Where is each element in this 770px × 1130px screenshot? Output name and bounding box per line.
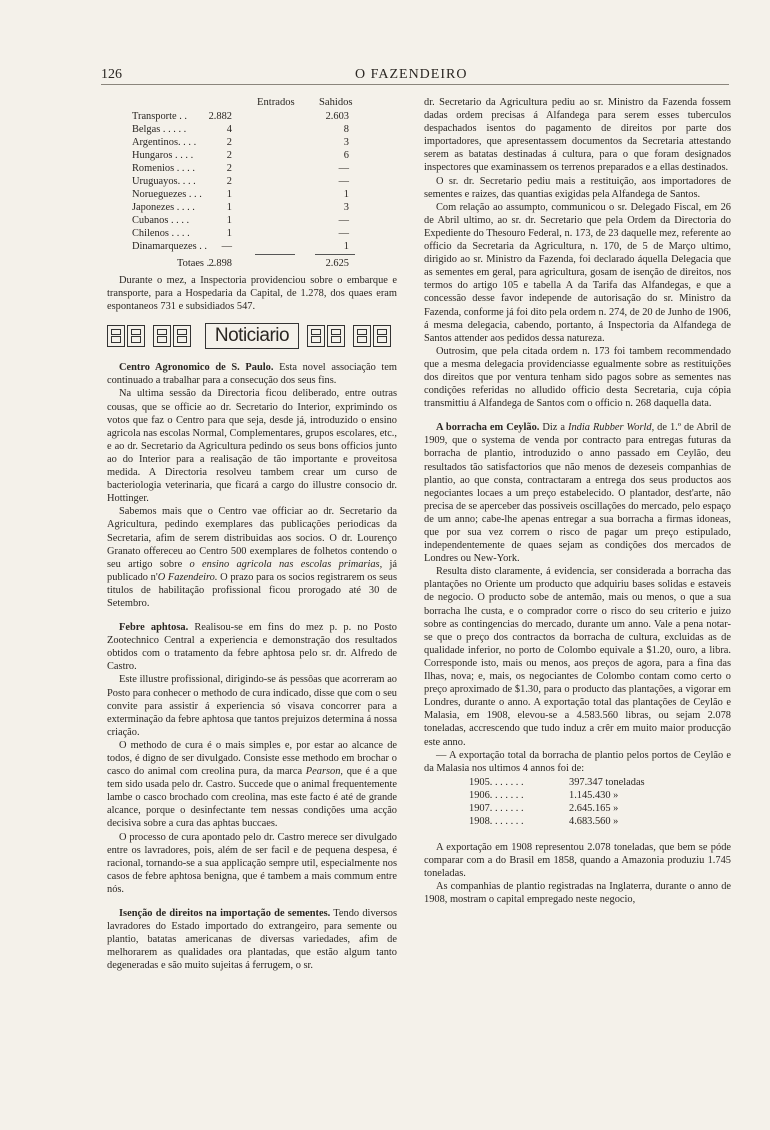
header-rule xyxy=(101,84,729,85)
article-centro: Centro Agronomico de S. Paulo. Esta novel associação tem continuado a trabalhar para a consecução dos seus fins. xyxy=(107,362,398,387)
paragraph: O methodo de cura é o mais simples e, por estar ao alcance de todos, é digno de ser divulgado. Consiste esse methodo em brochar o casco do animal com creolina pura, da marca Pearson, que é a que tem sido usada pelo dr. Castro. Succede que o animal frequentemente lambe o casco brochado com creolina, mas este facto é até de grande alcance, porque o desinfectante tem nessas condições uma acção decisiva sobre a cura das aphtas buccaes. xyxy=(107,739,397,830)
table-row: Transporte . . 2.882 2.603 xyxy=(132,111,349,122)
table-row: 1906. . . . . . . 1.145.430 » xyxy=(469,789,619,801)
col-header-entrados: Entrados xyxy=(257,97,295,108)
table-row: Chilenos . . . . 1 — xyxy=(132,228,349,239)
table-row: Cubanos . . . . 1 — xyxy=(132,215,349,226)
table-row: 1907. . . . . . . 2.645.165 » xyxy=(469,802,619,814)
ornament-icon xyxy=(127,325,145,347)
left-column xyxy=(107,96,397,973)
immigration-table xyxy=(107,96,397,274)
table-row: Belgas . . . . . 4 8 xyxy=(132,124,349,135)
ornament-icon xyxy=(373,325,391,347)
paragraph: Este illustre profissional, dirigindo-se ás pessôas que acorreram ao Posto para conhecer o methodo de cura indicado, disse que com o seu convite para assistir á experiencia só visava concorrer para a exterminação da febre aphtosa que tantos prejuizos determina á nossa criação. xyxy=(107,674,397,738)
paragraph: O processo de cura apontado pelo dr. Castro merece ser divulgado entre os lavradores, pois, além de ser facil e de pequena despesa, é racional, tornando-se a sua applicação sempre util, especialmente nos casos de febre aphtosa benigna, que é tambem a mais commum entre nós. xyxy=(107,831,397,895)
section-title: Noticiario xyxy=(205,323,299,349)
paragraph: Resulta disto claramente, á evidencia, ser considerada a borracha das plantações no Oriente um producto que adquiriu bases solidas e estaveis de negocio. O producto sobe de antemão, mais ou menos, o que a sua borracha lhe custa, e o comprador corre o risco do seu criterio e juizo sobre as contingencias do mercado, durante um anno. Vale a pena notar-se que o preço dos contractos da borracha de cultura, excluidas as de qualidade inferior, no porto de Colombo equivale a $1.20, ouro, a libra. Corresponde isto, mais ou menos, aos preços de agora, para a fina das Ilhas, nova; e, mais, os negociantes de Colombo contam como certo o preço aproximado de $1.30, para o producto das plantações, a vigorar em Londres, durante o anno. A exportação total das plantações de Ceylão e Malasia, em 1908, elevou-se a 4.583.560 libras, ou sejam 2.078 toneladas, accrescendo que tudo induz a crêr em muito maior producção este anno. xyxy=(424,566,731,748)
right-column xyxy=(424,96,731,906)
paragraph: Sabemos mais que o Centro vae officiar ao dr. Secretario da Agricultura, pedindo exemplares das publicações periodicas da Secretaria, afim de serem distribuidas aos socios. O dr. Lourenço Granato offereceu ao Centro 500 exemplares de folhetos contendo o seu artigo sobre o ensino agricola nas escolas primarias, já publicado n'O Fazendeiro. O prazo para os socios registrarem os seus titulos de habilitação profissional ficou prorogado até 30 de Setembro. xyxy=(107,506,398,609)
noticiario-banner xyxy=(107,321,397,353)
article-febre: Febre aphtosa. Realisou-se em fins do mez p. p. no Posto Zootechnico Central a experiencia e demonstração dos resultados obtidos com o tratamento da febre aphtosa pelo sr. dr. Alfredo de Castro. xyxy=(107,622,397,673)
ornament-icon xyxy=(107,325,125,347)
paragraph: Outrosim, que pela citada ordem n. 173 foi tambem recommendado que a mesma delegacia providenciasse egualmente sobre as restituições dos direitos que por ventura tenham sido pagos sobre as sementes nas condições referidas no alludido officio desta Secretaria, cuja cópia transmittiu á Alfandega de Santos com o officio n. 268 daquella data. xyxy=(424,345,731,410)
total-rule xyxy=(315,254,355,255)
ornament-icon xyxy=(307,325,325,347)
table-row: Romenios . . . . 2 — xyxy=(132,163,349,174)
col-header-sahidos: Sahidos xyxy=(319,97,353,108)
table-row: Norueguezes . . . 1 1 xyxy=(132,189,349,200)
table-row: Dinamarquezes . . — 1 xyxy=(132,241,349,252)
journal-title: O FAZENDEIRO xyxy=(355,67,468,82)
article-isencao: Isenção de direitos na importação de sementes. Tendo diversos lavradores do Estado importado do extrangeiro, para semente ou plantio, batatas americanas de diversas variedades, afim de melhorarem as qualidades ora plantadas, que estão algum tanto degeneradas e são muito sujeitas á ferrugem, o sr. xyxy=(107,908,397,972)
ornament-icon xyxy=(353,325,371,347)
export-table xyxy=(424,775,731,841)
paragraph: Na ultima sessão da Directoria ficou deliberado, entre outras cousas, que se officie ao dr. Secretario do Interior, exprimindo os votos que faz o Centro para que seja, desde já, introduzido o ensino agricola nas escolas Normal, Complementares, grupos escolares, etc., e ao dr. Secretario da Agricultura pedindo os seus bons officios junto ao do Interior para a realisação de tão importante e proveitosa medida. A Directoria resolveu tambem crear um curso de bacteriologia veterinaria, que ficará a cargo do illustre consocio dr. Hottinger. xyxy=(107,388,397,505)
table-row: 1908. . . . . . . 4.683.560 » xyxy=(469,815,619,827)
table-row: Argentinos. . . . 2 3 xyxy=(132,137,349,148)
paragraph: As companhias de plantio registradas na Inglaterra, durante o anno de 1908, mostram o capital empregado neste negocio, xyxy=(424,881,731,906)
table-row: Hungaros . . . . 2 6 xyxy=(132,150,349,161)
paragraph: O sr. dr. Secretario pediu mais a restituição, aos importadores de sementes e raizes, das quantias exigidas pela Alfandega de Santos. xyxy=(424,175,731,200)
page-number: 126 xyxy=(101,67,122,82)
paragraph: Com relação ao assumpto, communicou o sr. Delegado Fiscal, em 26 de Abril ultimo, ao sr. dr. Secretario que pela Ordem da Directoria do Expediente do Thesouro Federal, n. 173, de 23 daquelle mez, referente ao officio da Secretaria da Agricultura, n. 170, de 5 de Março ultimo, dirigido ao sr. Ministro da Fazenda, foi declarado áquella Delegacia que as sementes em geral, para agricultura, gosam de isenção de direitos, nos termos do artigo 105 e tabella A da Tarifa das Alfandegas, e que a concessão desse favor independe de autorisação do sr. Ministro da Fazenda, conforme já foi dito pela ordem n. 274, de 20 de Junho de 1906, á mesma delegacia, cabendo, portanto, á Inspectoria da Alfandega de Santos attender aos pedidos dessa natureza. xyxy=(424,201,731,344)
ornament-icon xyxy=(327,325,345,347)
paragraph: Durante o mez, a Inspectoria providenciou sobre o embarque e transporte, para a Hospedaria da Capital, de 1.278, dos quaes eram espontaneos 731 e subsidiados 547. xyxy=(107,275,397,313)
table-row: Uruguayos. . . . 2 — xyxy=(132,176,349,187)
article-borracha: A borracha em Ceylão. Diz a India Rubber World, de 1.º de Abril de 1909, que o systema de venda por contracto para entregas futuras da borracha de plantio, introduzido o anno passado em Ceylão, deu resultados tão satisfactorios que não menos de dezeseis companhias de plantio, ao que consta, contractaram a entrega dos seus productos aos negociantes locaes a um preço estabelecido. O plantador, dest'arte, não precisa de se aperceber das possiveis oscillações do mercado, pelo espaço de um anno; cabe-lhe apenas entregar a sua borracha a firmas idoneas, que por sua vez correm o risco de pagar um preço estipulado, independentemente de quaes sejam as condições dos mercados de Londres ou New-York. xyxy=(424,422,731,565)
ornament-icon xyxy=(173,325,191,347)
paragraph: — A exportação total da borracha de plantio pelos portos de Ceylão e da Malasia nos ultimos 4 annos foi de: xyxy=(424,749,731,774)
table-total-row: Totaes . . 2.898 2.625 xyxy=(177,258,349,269)
paragraph: dr. Secretario da Agricultura pediu ao sr. Ministro da Fazenda fossem dadas ordem precisas á Alfandega para serem esses tuberculos despachados isentos do pagamento de direitos por parte dos importadores, que apresentassem documentos da Secretaria attestando serem as batatas destinadas á cultura, para o que foram designados inspectores que examinassem os terrenos preparados e a ellas destinados. xyxy=(424,97,731,174)
table-row: 1905. . . . . . . 397.347 toneladas xyxy=(469,776,645,788)
total-rule xyxy=(255,254,295,255)
table-row: Japonezes . . . . 1 3 xyxy=(132,202,349,213)
ornament-icon xyxy=(153,325,171,347)
paragraph: A exportação em 1908 representou 2.078 toneladas, que bem se póde comparar com a do Brasil em 1858, quando a Amazonia produziu 1.745 toneladas. xyxy=(424,841,731,879)
